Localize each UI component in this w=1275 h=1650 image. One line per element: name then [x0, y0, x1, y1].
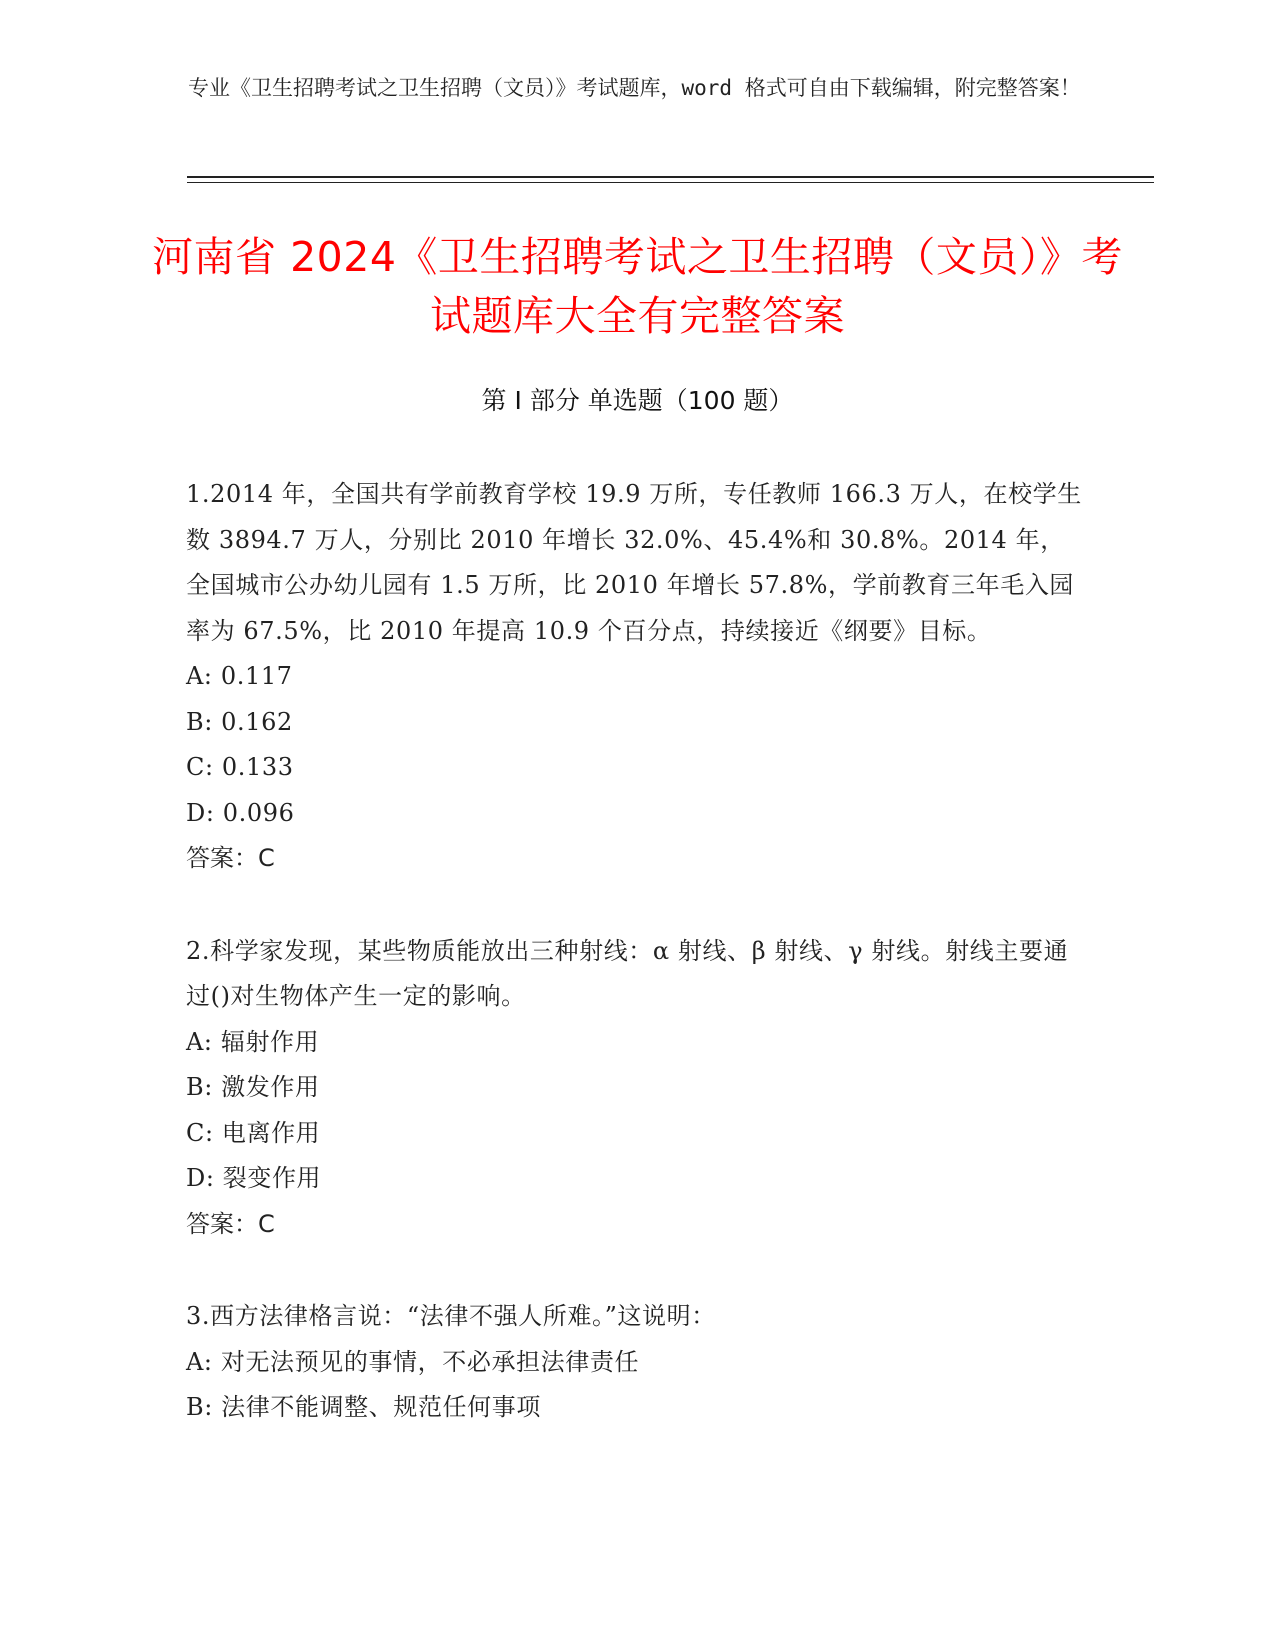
- option-a: A: 辐射作用: [186, 1027, 320, 1056]
- question-list: [186, 472, 1086, 1478]
- option-d: D: 裂变作用: [186, 1164, 322, 1192]
- answer-line: 答案：C: [186, 1209, 275, 1238]
- answer-line: 答案：C: [186, 844, 275, 872]
- option-b: B: 激发作用: [186, 1073, 320, 1101]
- option-c: C: 0.133: [186, 753, 294, 781]
- header-note: 专业《卫生招聘考试之卫生招聘（文员）》考试题库，word 格式可自由下载编辑，附完整答案！: [188, 76, 1081, 100]
- question-1: [186, 472, 1086, 882]
- document-title: 河南省 2024《卫生招聘考试之卫生招聘（文员）》考试题库大全有完整答案: [152, 233, 1123, 340]
- header-divider-thin: [187, 182, 1154, 183]
- section-heading: 第 I 部分 单选题（100 题）: [481, 386, 794, 415]
- option-a: A: 对无法预见的事情，不必承担法律责任: [186, 1347, 640, 1376]
- header-divider-thick: [187, 176, 1154, 178]
- option-a: A: 0.117: [186, 662, 293, 690]
- option-d: D: 0.096: [186, 798, 295, 827]
- option-b: B: 0.162: [186, 707, 293, 736]
- question-2: [186, 929, 1086, 1248]
- question-stem: 3.西方法律格言说：“法律不强人所难。”这说明：: [186, 1302, 716, 1330]
- question-stem: 1.2014 年，全国共有学前教育学校 19.9 万所，专任教师 166.3 万人，在校学生数 3894.7 万人，分别比 2010 年增长 32.0%、45.4%和 30.8%。2014 年，全国城市公办幼儿园有 1.5 万所，比 2010 年增长 57.8%，学前教育三年毛入园率为 67.5%，比 2010 年提高 10.9 个百分点，持续接近《纲要》目标。: [186, 480, 1082, 645]
- option-c: C: 电离作用: [186, 1118, 321, 1147]
- question-3: [186, 1294, 1086, 1431]
- question-stem: 2.科学家发现，某些物质能放出三种射线：α 射线、β 射线、γ 射线。射线主要通过()对生物体产生一定的影响。: [186, 936, 1069, 1010]
- option-b: B: 法律不能调整、规范任何事项: [186, 1393, 541, 1421]
